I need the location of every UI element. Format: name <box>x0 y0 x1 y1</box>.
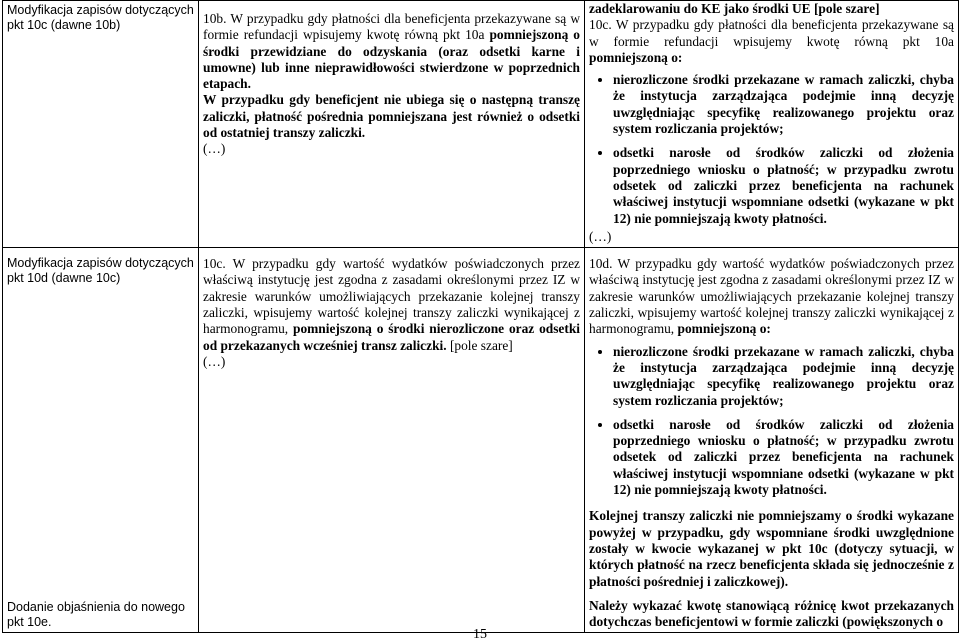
ellipsis: (…) <box>203 141 226 157</box>
comparison-table <box>2 0 959 633</box>
paragraph: Należy wykazać kwotę stanowiącą różnicę kwot przekazanych dotychczas beneficjentowi w formie zaliczki (powiększonych o <box>589 597 954 630</box>
row-label: Modyfikacja zapisów dotyczących pkt 10d (dawne 10c) <box>7 256 194 286</box>
new-text-cell <box>585 248 959 633</box>
list-item: • odsetki narosłe od środków zaliczki od złożenia poprzedniego wniosku o płatność; w przypadku zwrotu odsetek od zaliczki przez beneficjenta na rachunek właściwej instytucji wspomniane odsetki (wykazane w pkt 12) nie pomniejszają kwoty płatności. <box>613 145 954 226</box>
row-label-cell <box>3 248 199 633</box>
table-row <box>3 1 959 248</box>
list-item: • nierozliczone środki przekazane w ramach zaliczki, chyba że instytucja zarządzająca podejmie inną decyzję uwzględniając specyfikę realizowanego projektu oraz system rozliczania projektów; <box>613 344 954 409</box>
paragraph: 10c. W przypadku gdy wartość wydatków poświadczonych przez właściwą instytucję jest zgodna z zasadami określonymi przez IZ w zakresie warunków umożliwiających przekazanie kolejnej transzy zaliczki, wpisujemy wartość kolejnej transzy zaliczki wynikającej z harmonogramu, pomniejszoną o środki nierozliczone oraz odsetki od przekazanych wcześniej transz zaliczki. [pole szare] <box>203 256 580 353</box>
bullet-list <box>589 72 954 227</box>
row-label: Modyfikacja zapisów dotyczących pkt 10c (dawne 10b) <box>7 3 194 32</box>
bullet-list <box>589 344 954 499</box>
old-text-cell <box>199 1 585 248</box>
row-label-cell <box>3 1 199 248</box>
row-footer-label: Dodanie objaśnienia do nowego pkt 10e. <box>7 600 185 630</box>
new-text-cell <box>585 1 959 248</box>
list-item: • nierozliczone środki przekazane w ramach zaliczki, chyba że instytucja zarządzająca podejmie inną decyzję uwzględniając specyfikę realizowanego projektu oraz system rozliczania projektów; <box>613 72 954 137</box>
ellipsis: (…) <box>203 353 226 369</box>
list-item: • odsetki narosłe od środków zaliczki od złożenia poprzedniego wniosku o płatność; w przypadku zwrotu odsetek od zaliczki przez beneficjenta na rachunek właściwej instytucji wspomniane odsetki (wykazane w pkt 12) nie pomniejszają kwoty płatności. <box>613 417 954 498</box>
paragraph: 10b. W przypadku gdy płatności dla beneficjenta przekazywane są w formie refundacji wpisujemy kwotę równą pkt 10a pomniejszoną o środki przewidziane do odzyskania (oraz odsetki karne i umowne) lub inne nieprawidłowości stwierdzone w poprzednich etapach. <box>203 11 581 92</box>
ellipsis: (…) <box>589 228 612 244</box>
page-number: 15 <box>473 627 487 642</box>
paragraph: 10c. W przypadku gdy płatności dla beneficjenta przekazywane są w formie refundacji wpisujemy kwotę równą pkt 10a pomniejszoną o: <box>589 17 955 65</box>
paragraph: W przypadku gdy beneficjent nie ubiega się o następną transzę zaliczki, płatność pośrednia pomniejszana jest również o odsetki od ostatniej transzy zaliczki. <box>203 92 580 141</box>
paragraph: Kolejnej transzy zaliczki nie pomniejszamy o środki wykazane powyżej w przypadku, gdy wspomniane środki uwzględnione zostały w kwocie wykazanej w pkt 10c (dotyczy sytuacji, w których płatność na rzecz beneficjenta składa się jednocześnie z płatności pośredniej i zaliczkowej). <box>589 508 954 589</box>
paragraph: zadeklarowaniu do KE jako środki UE [pole szare] <box>589 1 880 16</box>
old-text-cell <box>199 248 585 633</box>
paragraph: 10d. W przypadku gdy wartość wydatków poświadczonych przez właściwą instytucję jest zgodna z zasadami określonymi przez IZ w zakresie warunków umożliwiających przekazanie kolejnej transzy zaliczki, wpisujemy wartość kolejnej transzy zaliczki wynikającej z harmonogramu, pomniejszoną o: <box>589 256 955 337</box>
table-row <box>3 248 959 633</box>
